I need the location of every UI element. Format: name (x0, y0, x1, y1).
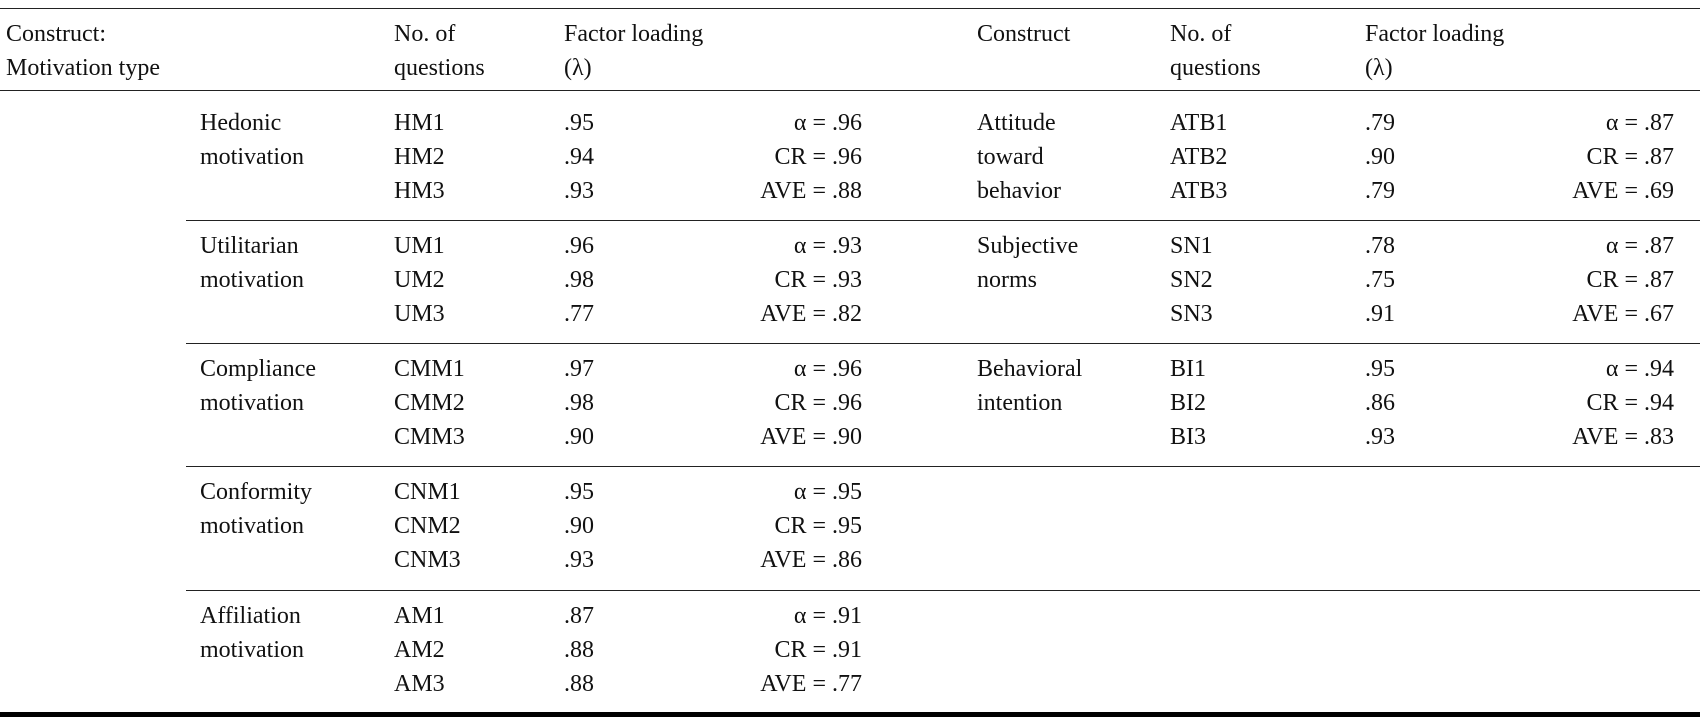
factor-loading-value: .78 (1365, 233, 1395, 259)
right-construct-name (977, 352, 1082, 420)
construct-name-line: motivation (200, 390, 304, 416)
question-item: BI2 (1170, 390, 1206, 416)
ave-stat: AVE = .67 (1572, 301, 1674, 327)
ave-stat: AVE = .82 (760, 301, 862, 327)
question-item: SN1 (1170, 233, 1213, 259)
ave-stat: AVE = .88 (760, 178, 862, 204)
question-item: UM2 (394, 267, 445, 293)
factor-loading-value: .87 (564, 603, 594, 629)
construct-name-line: motivation (200, 513, 304, 539)
factor-loading-value: .75 (1365, 267, 1395, 293)
left-loadings (564, 475, 594, 577)
left-loadings (564, 229, 594, 331)
ave-stat: AVE = .90 (760, 424, 862, 450)
question-item: CMM2 (394, 390, 465, 416)
factor-loading-value: .79 (1365, 110, 1395, 136)
right-question-items (1170, 352, 1206, 454)
cr-stat: CR = .96 (774, 144, 862, 170)
question-item: ATB3 (1170, 178, 1228, 204)
left-question-items (394, 106, 445, 208)
ave-stat: AVE = .77 (760, 671, 862, 697)
alpha-stat: α = .94 (1605, 356, 1674, 382)
factor-loading-value: .93 (564, 547, 594, 573)
factor-loading-value: .95 (1365, 356, 1395, 382)
question-item: SN3 (1170, 301, 1213, 327)
construct-name-line: motivation (200, 267, 304, 293)
factor-loading-value: .98 (564, 267, 594, 293)
header-right-loading (1365, 17, 1504, 85)
factor-loading-value: .91 (1365, 301, 1395, 327)
cr-stat: CR = .93 (774, 267, 862, 293)
header-right-questions (1170, 17, 1261, 85)
cr-stat: CR = .91 (774, 637, 862, 663)
construct-name-line: Affiliation (200, 603, 301, 629)
table-bottom-rule (0, 712, 1700, 717)
factor-loading-value: .79 (1365, 178, 1395, 204)
question-item: HM3 (394, 178, 445, 204)
header-left-loading-line-1: Factor loading (564, 21, 704, 47)
question-item: CMM3 (394, 424, 465, 450)
ave-stat: AVE = .83 (1572, 424, 1674, 450)
left-reliability-stats (700, 229, 862, 331)
ave-stat: AVE = .69 (1572, 178, 1674, 204)
question-item: CNM1 (394, 479, 461, 505)
right-reliability-stats (1520, 229, 1674, 331)
factor-loading-value: .90 (564, 513, 594, 539)
header-left-loading-line-2: (λ) (564, 55, 592, 81)
construct-name-line: norms (977, 267, 1037, 293)
group-separator (186, 220, 1700, 221)
cr-stat: CR = .95 (774, 513, 862, 539)
construct-name-line: toward (977, 144, 1044, 170)
left-reliability-stats (700, 599, 862, 701)
factor-loading-value: .93 (1365, 424, 1395, 450)
right-question-items (1170, 229, 1213, 331)
alpha-stat: α = .95 (793, 479, 862, 505)
cr-stat: CR = .94 (1586, 390, 1674, 416)
right-loadings (1365, 352, 1395, 454)
construct-name-line: Behavioral (977, 356, 1083, 382)
header-left-questions (394, 17, 485, 85)
factor-loading-value: .95 (564, 479, 594, 505)
alpha-stat: α = .96 (793, 110, 862, 136)
header-right-construct-line-1: Construct (977, 21, 1071, 47)
header-left-construct-line-1: Construct: (6, 21, 106, 47)
right-reliability-stats (1520, 106, 1674, 208)
question-item: UM1 (394, 233, 445, 259)
construct-name-line: intention (977, 390, 1063, 416)
cr-stat: CR = .96 (774, 390, 862, 416)
header-left-questions-line-1: No. of (394, 21, 456, 47)
group-separator (186, 343, 1700, 344)
question-item: AM2 (394, 637, 445, 663)
header-left-loading (564, 17, 703, 85)
question-item: AM3 (394, 671, 445, 697)
factor-loading-value: .93 (564, 178, 594, 204)
group-separator (186, 590, 1700, 591)
left-question-items (394, 229, 445, 331)
question-item: ATB1 (1170, 110, 1228, 136)
factor-loading-value: .90 (564, 424, 594, 450)
construct-name-line: motivation (200, 144, 304, 170)
construct-name-line: Hedonic (200, 110, 282, 136)
table-header-rule (0, 90, 1700, 91)
question-item: CNM3 (394, 547, 461, 573)
alpha-stat: α = .93 (793, 233, 862, 259)
alpha-stat: α = .87 (1605, 233, 1674, 259)
left-construct-name (200, 475, 312, 543)
factor-loading-value: .95 (564, 110, 594, 136)
alpha-stat: α = .87 (1605, 110, 1674, 136)
question-item: CMM1 (394, 356, 465, 382)
ave-stat: AVE = .86 (760, 547, 862, 573)
left-construct-name (200, 106, 304, 174)
header-right-loading-line-1: Factor loading (1365, 21, 1505, 47)
question-item: UM3 (394, 301, 445, 327)
factor-loading-value: .90 (1365, 144, 1395, 170)
alpha-stat: α = .96 (793, 356, 862, 382)
question-item: CNM2 (394, 513, 461, 539)
question-item: AM1 (394, 603, 445, 629)
question-item: BI3 (1170, 424, 1206, 450)
header-right-loading-line-2: (λ) (1365, 55, 1393, 81)
factor-loading-value: .77 (564, 301, 594, 327)
group-separator (186, 466, 1700, 467)
construct-name-line: motivation (200, 637, 304, 663)
cr-stat: CR = .87 (1586, 267, 1674, 293)
right-construct-name (977, 229, 1078, 297)
right-question-items (1170, 106, 1227, 208)
factor-loading-value: .88 (564, 637, 594, 663)
header-left-construct (6, 17, 160, 85)
construct-name-line: Attitude (977, 110, 1056, 136)
header-left-questions-line-2: questions (394, 55, 485, 81)
question-item: ATB2 (1170, 144, 1228, 170)
header-left-construct-line-2: Motivation type (6, 55, 160, 81)
left-construct-name (200, 352, 316, 420)
right-loadings (1365, 106, 1395, 208)
question-item: SN2 (1170, 267, 1213, 293)
left-loadings (564, 599, 594, 701)
header-right-questions-line-1: No. of (1170, 21, 1232, 47)
left-loadings (564, 106, 594, 208)
alpha-stat: α = .91 (793, 603, 862, 629)
factor-loading-value: .96 (564, 233, 594, 259)
left-reliability-stats (700, 475, 862, 577)
header-right-construct (977, 17, 1070, 51)
left-reliability-stats (700, 106, 862, 208)
left-construct-name (200, 599, 304, 667)
left-question-items (394, 475, 461, 577)
factor-loading-value: .97 (564, 356, 594, 382)
question-item: BI1 (1170, 356, 1206, 382)
right-loadings (1365, 229, 1395, 331)
factor-loading-value: .98 (564, 390, 594, 416)
construct-name-line: Compliance (200, 356, 316, 382)
factor-loading-value: .86 (1365, 390, 1395, 416)
construct-name-line: Conformity (200, 479, 312, 505)
header-right-questions-line-2: questions (1170, 55, 1261, 81)
factor-loading-value: .94 (564, 144, 594, 170)
right-reliability-stats (1520, 352, 1674, 454)
construct-name-line: Subjective (977, 233, 1079, 259)
left-loadings (564, 352, 594, 454)
question-item: HM2 (394, 144, 445, 170)
construct-name-line: Utilitarian (200, 233, 299, 259)
left-construct-name (200, 229, 304, 297)
left-question-items (394, 352, 465, 454)
right-construct-name (977, 106, 1061, 208)
cr-stat: CR = .87 (1586, 144, 1674, 170)
left-reliability-stats (700, 352, 862, 454)
construct-name-line: behavior (977, 178, 1061, 204)
table-top-rule (0, 8, 1700, 9)
question-item: HM1 (394, 110, 445, 136)
factor-loading-value: .88 (564, 671, 594, 697)
left-question-items (394, 599, 445, 701)
